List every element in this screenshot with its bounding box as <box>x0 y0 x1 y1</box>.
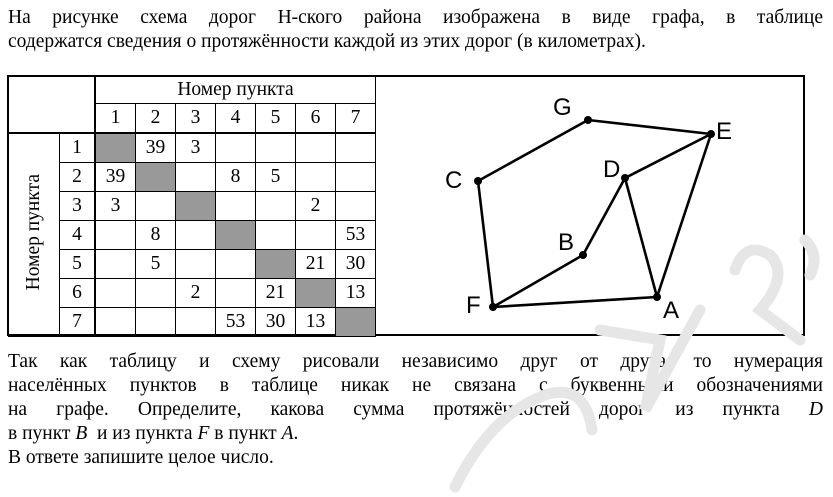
table-cell: 3 <box>95 192 136 221</box>
table-cell <box>136 308 176 337</box>
table-cell: 30 <box>336 250 376 279</box>
edge-G-E <box>588 120 711 134</box>
road-graph <box>392 76 803 334</box>
row-number: 5 <box>60 250 96 279</box>
edge-D-A <box>625 178 657 297</box>
label-B: B <box>558 229 575 256</box>
task-line-3-text: на графе. Определите, какова сумма протяжённостей дорог из пункта <box>8 399 780 420</box>
diagonal-cell <box>95 133 136 163</box>
table-row <box>9 192 376 221</box>
edge-C-G <box>478 120 588 181</box>
label-G: G <box>553 94 572 121</box>
table-cell <box>256 133 296 163</box>
row-header: Номер пункта <box>23 173 44 291</box>
point-D: D <box>808 399 824 420</box>
table-cell: 30 <box>256 308 296 337</box>
point-F: F <box>197 423 210 444</box>
table-cell: 3 <box>176 133 216 163</box>
row-number: 7 <box>60 308 96 337</box>
table-row <box>9 133 376 163</box>
table-cell <box>95 308 136 337</box>
column-number: 4 <box>216 104 256 134</box>
task-line-4-b: и из пункта <box>97 423 193 444</box>
table-cell <box>296 221 336 250</box>
row-number: 1 <box>60 133 96 163</box>
table-cell: 39 <box>136 133 176 163</box>
vertex-G <box>584 116 592 124</box>
table-row <box>9 221 376 250</box>
row-header-cell <box>9 133 60 337</box>
column-number: 3 <box>176 104 216 134</box>
diagonal-cell <box>216 221 256 250</box>
task-line-1: Так как таблицу и схему рисовали независимо друг от друга, то нумерация <box>8 351 823 372</box>
table-cell <box>95 250 136 279</box>
table-column-header: Номер пункта <box>95 77 376 104</box>
table-cell: 39 <box>95 163 136 192</box>
diagonal-cell <box>296 279 336 308</box>
table-cell <box>95 279 136 308</box>
table-cell <box>256 192 296 221</box>
table-cell: 2 <box>176 279 216 308</box>
vertex-B <box>579 251 587 259</box>
table-cell: 2 <box>296 192 336 221</box>
edge-F-A <box>493 297 657 307</box>
row-number: 6 <box>60 279 96 308</box>
column-number: 6 <box>296 104 336 134</box>
label-A: A <box>663 297 680 324</box>
task-line-2: населённых пунктов в таблице никак не связана с буквенными обозначениями <box>8 375 823 396</box>
column-number: 1 <box>95 104 136 134</box>
vertex-E <box>707 130 715 138</box>
table-cell: 8 <box>136 221 176 250</box>
column-number: 7 <box>336 104 376 134</box>
task-line-5: В ответе запишите целое число. <box>8 447 274 468</box>
table-cell: 5 <box>256 163 296 192</box>
table-cell <box>336 163 376 192</box>
intro-text <box>8 6 823 54</box>
table-row <box>9 163 376 192</box>
table-cell <box>216 279 256 308</box>
column-number: 2 <box>136 104 176 134</box>
table-cell <box>176 250 216 279</box>
table-cell <box>216 192 256 221</box>
intro-line-1: На рисунке схема дорог Н-ского района изображена в виде графа, в таблице <box>8 7 823 28</box>
table-cell <box>256 221 296 250</box>
column-number: 5 <box>256 104 296 134</box>
table-cell: 13 <box>336 279 376 308</box>
table-row <box>9 279 376 308</box>
vertex-D <box>621 174 629 182</box>
table-row <box>9 250 376 279</box>
diagonal-cell <box>336 308 376 337</box>
table-cell: 5 <box>136 250 176 279</box>
row-number: 2 <box>60 163 96 192</box>
point-B: B <box>75 423 88 444</box>
table-corner <box>9 77 96 134</box>
table-cell <box>176 308 216 337</box>
table-cell <box>136 192 176 221</box>
task-line-4-a: в пункт <box>8 423 71 444</box>
vertex-F <box>489 303 497 311</box>
label-D: D <box>603 156 621 183</box>
task-line-4-c: в пункт <box>214 423 277 444</box>
label-F: F <box>466 292 481 319</box>
table-cell <box>216 250 256 279</box>
intro-line-2: содержатся сведения о протяжённости каждой из этих дорог (в километрах). <box>8 31 646 52</box>
table-cell: 53 <box>336 221 376 250</box>
task-line-4-d: . <box>293 423 299 444</box>
diagonal-cell <box>136 163 176 192</box>
diagonal-cell <box>176 192 216 221</box>
row-number: 3 <box>60 192 96 221</box>
table-cell <box>136 279 176 308</box>
table-cell <box>336 133 376 163</box>
table-cell: 53 <box>216 308 256 337</box>
table-cell <box>95 221 136 250</box>
table-cell <box>296 133 336 163</box>
task-line-3 <box>8 398 823 422</box>
vertex-A <box>653 293 661 301</box>
label-C: C <box>445 167 463 194</box>
table-cell <box>176 163 216 192</box>
edge-B-F <box>493 255 583 307</box>
vertex-C <box>474 177 482 185</box>
diagonal-cell <box>256 250 296 279</box>
table-cell: 8 <box>216 163 256 192</box>
distance-table <box>8 76 376 337</box>
task-text <box>8 350 823 470</box>
table-cell <box>296 163 336 192</box>
edge-D-B <box>583 178 625 255</box>
label-E: E <box>716 118 733 145</box>
table-cell <box>336 192 376 221</box>
point-A: A <box>281 423 294 444</box>
task-line-4 <box>8 422 823 446</box>
table-cell: 21 <box>296 250 336 279</box>
row-number: 4 <box>60 221 96 250</box>
table-cell: 13 <box>296 308 336 337</box>
table-cell <box>176 221 216 250</box>
edge-C-F <box>478 181 493 307</box>
table-row <box>9 308 376 337</box>
table-cell <box>216 133 256 163</box>
table-cell: 21 <box>256 279 296 308</box>
